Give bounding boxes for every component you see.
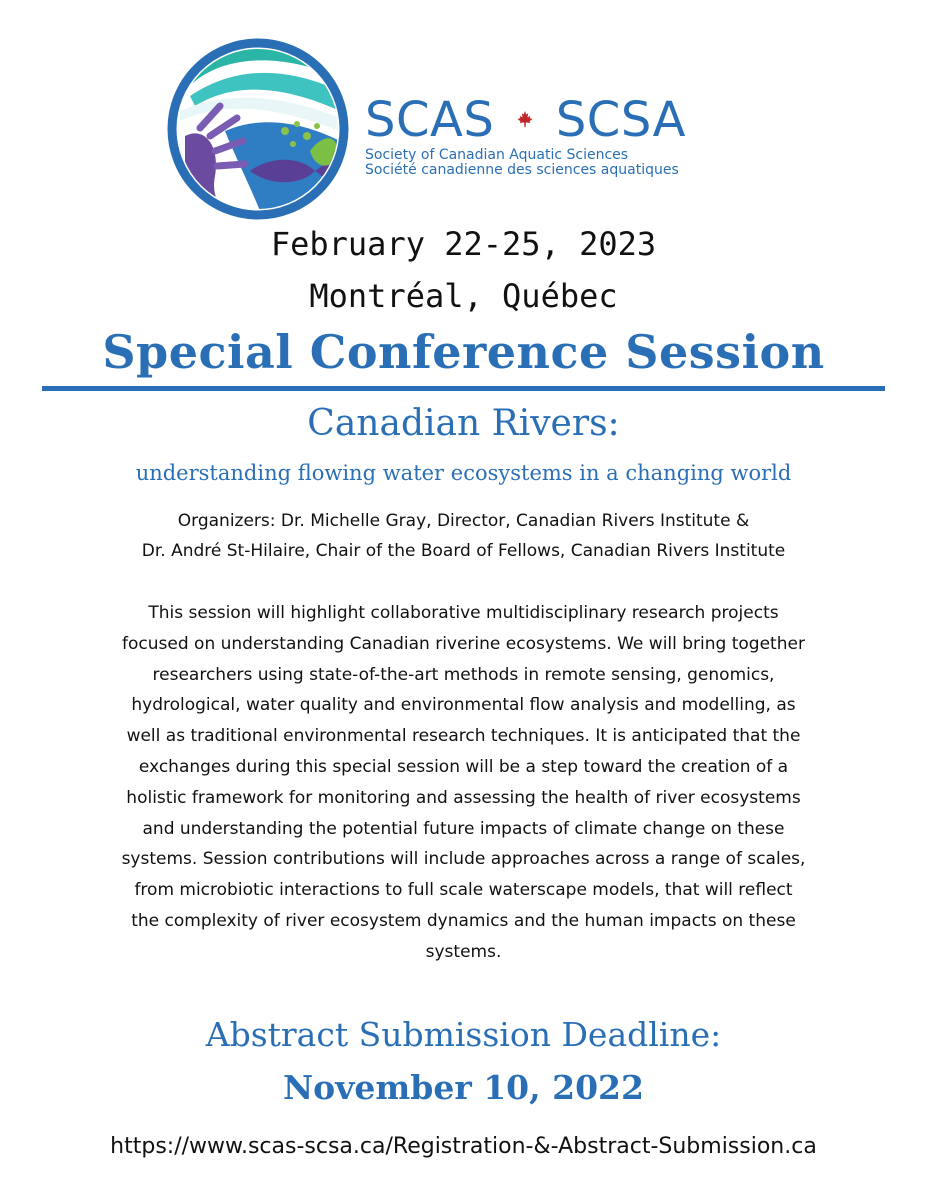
description-line: the complexity of river ecosystem dynamics and the human impacts on these (131, 910, 796, 931)
description-line: from microbiotic interactions to full scale waterscape models, that will reflect (134, 880, 793, 901)
divider (42, 386, 885, 391)
description-line: systems. Session contributions will include approaches across a range of scales, (121, 849, 806, 870)
description-line: exchanges during this special session will be a step toward the creation of a (138, 756, 789, 777)
description-line: well as traditional environmental research techniques. It is anticipated that the (126, 726, 801, 747)
deadline-date: November 10, 2022 (283, 1068, 644, 1107)
event-dates: February 22-25, 2023 (270, 225, 657, 263)
wordmark (365, 92, 745, 178)
session-title: Canadian Rivers: (307, 403, 620, 444)
society-name-en: Society of Canadian Aquatic Sciences (365, 147, 629, 163)
event-location: Montréal, Québec (309, 277, 618, 315)
maple-leaf-icon (516, 110, 534, 128)
description-line: researchers using state-of-the-art methods in remote sensing, genomics, (152, 664, 775, 685)
registration-link[interactable]: https://www.scas-scsa.ca/Registration-&-Abstract-Submission.ca (110, 1134, 817, 1159)
scas-emblem-icon (165, 36, 351, 222)
acronym-fr: SCSA (555, 92, 687, 148)
description-line: hydrological, water quality and environmental flow analysis and modelling, as (131, 695, 796, 716)
scas-logo (165, 36, 745, 222)
organizer-line: Dr. André St-Hilaire, Chair of the Board of Fellows, Canadian Rivers Institute (141, 541, 786, 561)
session-subtitle: understanding flowing water ecosystems in a changing world (135, 461, 792, 485)
session-type-heading: Special Conference Session (102, 325, 825, 379)
description-line: systems. (425, 941, 502, 962)
deadline-label: Abstract Submission Deadline: (205, 1015, 722, 1054)
acronym-en: SCAS (365, 92, 495, 148)
session-description (30, 598, 897, 968)
wordmark-acronyms (365, 92, 745, 148)
description-line: and understanding the potential future impacts of climate change on these (142, 818, 785, 839)
organizers (0, 506, 927, 566)
organizer-line: Organizers: Dr. Michelle Gray, Director, Canadian Rivers Institute & (177, 511, 750, 531)
description-line: focused on understanding Canadian riverine ecosystems. We will bring together (122, 633, 805, 654)
description-line: This session will highlight collaborative multidisciplinary research projects (148, 603, 779, 623)
society-name-fr: Société canadienne des sciences aquatiques (365, 162, 679, 178)
description-line: holistic framework for monitoring and assessing the health of river ecosystems (126, 787, 801, 808)
